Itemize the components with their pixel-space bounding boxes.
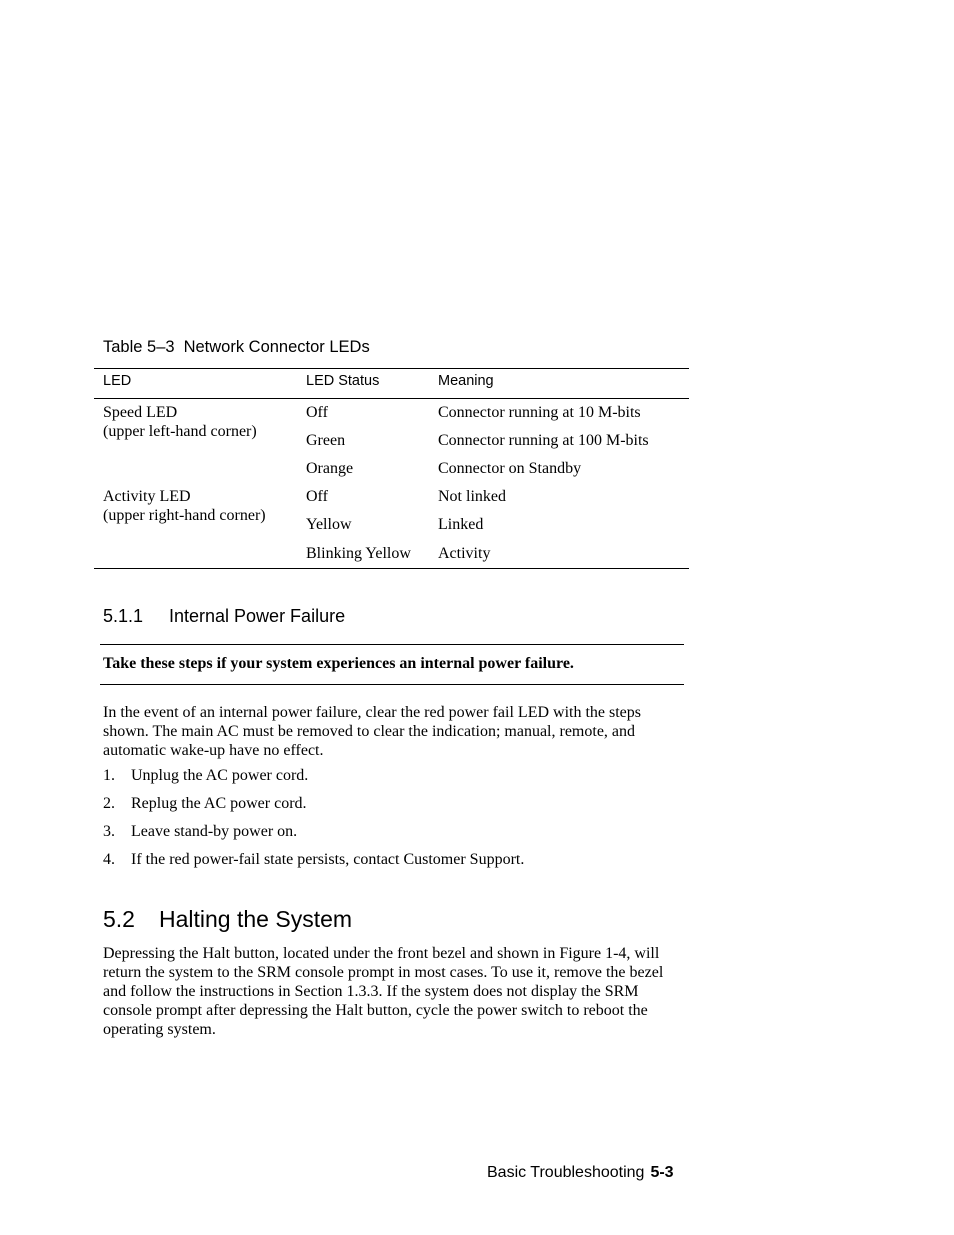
- table-cell-status: Off: [306, 404, 328, 421]
- section-number: 5.1.1: [103, 606, 144, 626]
- step-number: 3.: [103, 823, 115, 840]
- table-cell-status: Off: [306, 488, 328, 505]
- list-item: [103, 795, 307, 813]
- table-cell-meaning: Linked: [438, 516, 484, 533]
- table-cell-status: Orange: [306, 460, 354, 477]
- note-box: [100, 644, 684, 685]
- list-item: [103, 823, 297, 841]
- table-cell-led: [103, 403, 257, 441]
- table-cell-meaning: Connector running at 100 M-bits: [438, 432, 649, 449]
- section-number: 5.2: [103, 906, 135, 932]
- section-title: Halting the System: [159, 906, 353, 932]
- table-caption: [103, 338, 370, 357]
- section-heading-5-2: [103, 906, 352, 933]
- header-led-status: LED Status: [306, 373, 380, 389]
- step-text: Replug the AC power cord.: [131, 795, 307, 812]
- step-number: 2.: [103, 795, 115, 812]
- step-number: 4.: [103, 851, 115, 868]
- note-text: Take these steps if your system experiences an internal power failure.: [103, 655, 574, 672]
- header-led: LED: [103, 373, 132, 389]
- footer-chapter: Basic Troubleshooting: [487, 1164, 645, 1181]
- table-cell-status: Blinking Yellow: [306, 545, 411, 562]
- table-cell-meaning: Not linked: [438, 488, 506, 505]
- table-cell-status: Green: [306, 432, 346, 449]
- page-number: 5-3: [650, 1164, 674, 1181]
- table-bottom-rule: [94, 568, 689, 569]
- step-text: Unplug the AC power cord.: [131, 767, 309, 784]
- table-cell-meaning: Activity: [438, 545, 491, 562]
- list-item: [103, 767, 308, 785]
- table-cell-meaning: Connector running at 10 M-bits: [438, 404, 641, 421]
- table-cell-led: [103, 487, 266, 525]
- halt-paragraph: Depressing the Halt button, located under the front bezel and shown in Figure 1-4, will return the system to the SRM console prompt in most cases. To use it, remove the bezel and follow the instructions in Section 1.3.3. If the system does not display the SRM console prompt after depressing the Halt button, cycle the power switch to reboot the operating system.: [103, 945, 664, 1038]
- page-footer: [487, 1164, 674, 1182]
- table-cell-meaning: Connector on Standby: [438, 460, 582, 477]
- intro-paragraph: In the event of an internal power failure, clear the red power fail LED with the steps shown. The main AC must be removed to clear the indication; manual, remote, and automatic wake-up have no effect.: [103, 704, 642, 759]
- table-cell-status: Yellow: [306, 516, 352, 533]
- table-number: Table 5–3: [103, 338, 175, 356]
- step-number: 1.: [103, 767, 115, 784]
- led-name: Activity LED: [103, 488, 191, 505]
- table-header-rule: [94, 398, 689, 399]
- led-location: (upper left-hand corner): [103, 423, 257, 440]
- section-heading-5-1-1: [103, 606, 345, 627]
- step-text: Leave stand-by power on.: [131, 823, 298, 840]
- led-name: Speed LED: [103, 404, 178, 421]
- table-top-rule: [94, 368, 689, 369]
- step-text: If the red power-fail state persists, contact Customer Support.: [131, 851, 525, 868]
- list-item: [103, 851, 524, 869]
- table-title: Network Connector LEDs: [183, 338, 370, 356]
- header-meaning: Meaning: [438, 373, 494, 389]
- section-title: Internal Power Failure: [169, 606, 346, 626]
- led-location: (upper right-hand corner): [103, 507, 266, 524]
